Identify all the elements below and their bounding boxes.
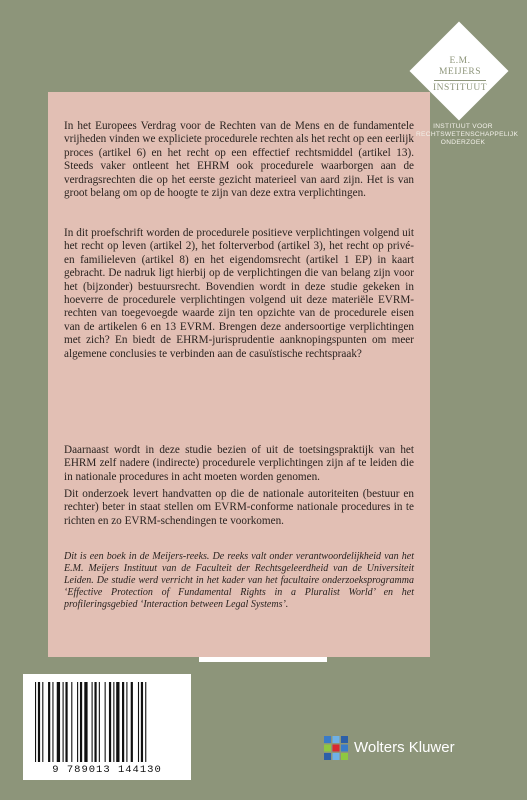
series-note: Dit is een boek in de Meijers-reeks. De reeks valt onder verantwoordelijkheid van het E.M. Meijers Instituut van de Faculteit der Rechtsgeleerdheid van de Universiteit Leiden. De studie werd verricht in het kader van het facultaire onderzoeksprogramma ‘Effective Protection of Fundamental Rights in a Pluralist World’ en het profileringsgebied ‘Interaction between Legal Systems’. [64,551,414,611]
caption-line-2: RECHTSWETENSCHAPPELIJK [416,131,519,139]
isbn-number: 9 789013 144130 [52,764,162,776]
white-bar-divider [199,657,327,662]
blurb-paragraph-1: In het Europees Verdrag voor de Rechten van de Mens en de fundamentele vrijheden vinden we expliciete procedurele rechten als het recht op een eerlijk proces (artikel 6) en het recht op een effectief rechtsmiddel (artikel 13). Steeds vaker ontleent het EHRM ook procedurele waarborgen aan de verdragsrechten die op het eerste gezicht materieel van aard zijn. Het is van groot belang om op de hoogte te zijn van deze extra verplichtingen. [64,120,414,200]
blurb-paragraph-3: Daarnaast wordt in deze studie bezien of uit de toetsingspraktijk van het EHRM zelf nadere (indirecte) procedurele verplichtingen zijn af te leiden die in nationale procedures in acht moeten worden genomen. [64,444,414,483]
caption-line-3: ONDERZOEK [440,139,486,147]
logo-line-2: MEIJERS [438,67,482,77]
logo-divider [434,80,486,81]
logo-line-1: E.M. [449,56,471,66]
meijers-logo [420,56,500,94]
caption-line-1: INSTITUUT VOOR [433,123,493,130]
logo-line-3: INSTITUUT [432,83,488,93]
publisher-name: Wolters Kluwer [354,739,455,756]
blurb-paragraph-2: In dit proefschrift worden de procedurele positieve verplichtingen volgend uit het recht op leven (artikel 2), het folterverbod (artikel 3), het recht op privé- en familieleven (artikel 8) en het eigendomsrecht (artikel 1 EP) in kaart gebracht. De nadruk ligt hierbij op de verplichtingen die van belang zijn voor het (bijzonder) bestuursrecht. Bovendien wordt in deze studie gekeken in hoeverre de procedurele verplichtingen volgend uit deze materiële EVRM-rechten van toegevoegde waarde zijn ten opzichte van de procedurele eisen van de artikelen 6 en 13 EVRM. Brengen deze andersoortige verplichtingen met zich? En biedt de EHRM-jurisprudentie aanknopingspunten om meer algemene conclusies te verbinden aan de casuïstische rechtspraak? [64,227,414,360]
blurb-paragraph-4: Dit onderzoek levert handvatten op die de nationale autoriteiten (bestuur en rechter) beter in staat stellen om EVRM-conforme nationale procedures in te richten en zo EVRM-schendingen te voorkomen. [64,488,414,527]
institute-caption [416,123,519,148]
wolters-kluwer-icon [323,735,349,761]
barcode [23,674,191,780]
barcode-bars [35,682,179,762]
